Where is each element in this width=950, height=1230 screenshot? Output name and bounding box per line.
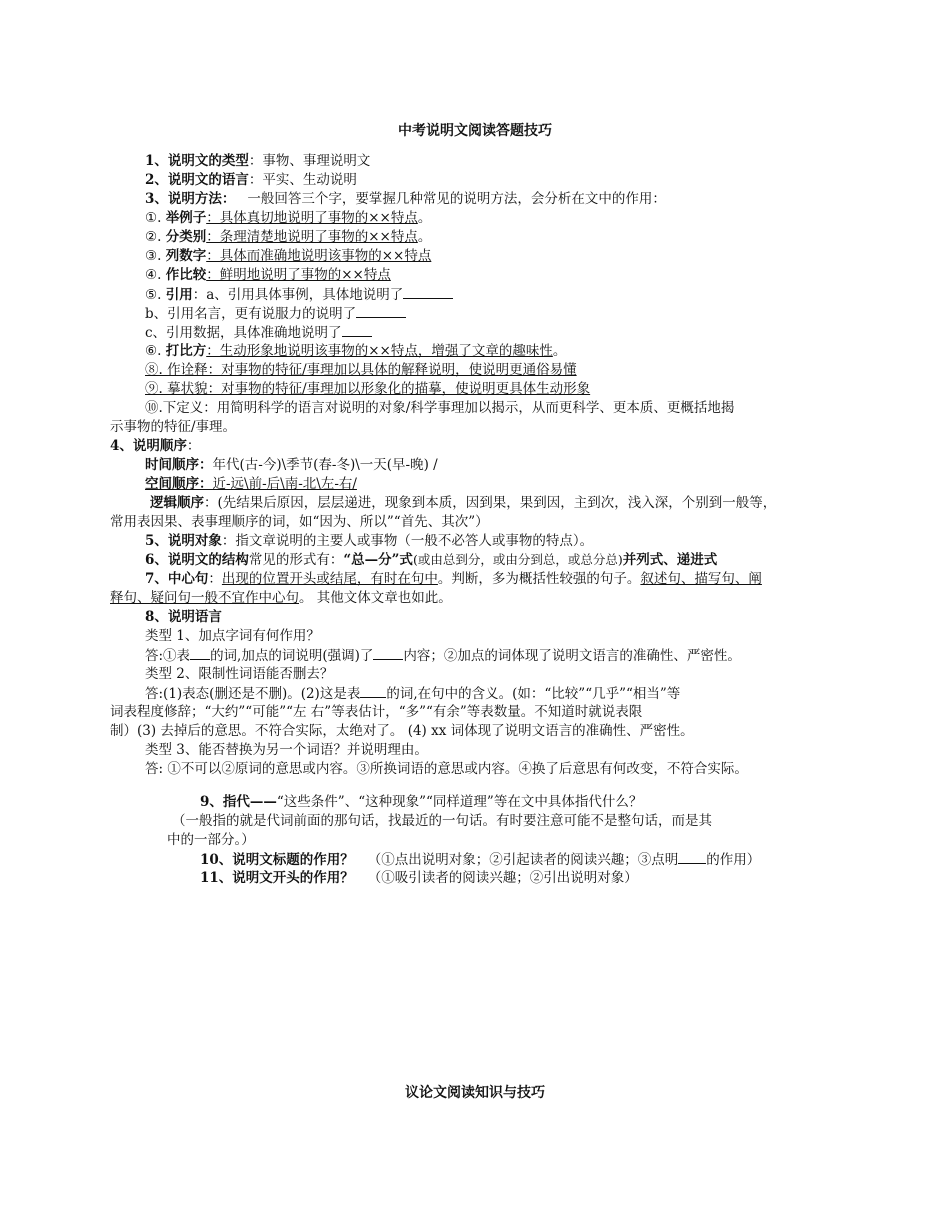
label: 3、说明方法： bbox=[145, 191, 236, 207]
method-describe: ⑨. 摹状貌：对事物的特征/事理加以形象化的描摹，使说明更具体生动形象 bbox=[145, 381, 591, 397]
text: （①点出说明对象；②引起读者的阅读兴趣；③点明 bbox=[367, 852, 679, 868]
item-language bbox=[145, 171, 357, 189]
label: 4、说明顺序 bbox=[110, 438, 187, 454]
label: 11、说明文开头的作用？ bbox=[200, 870, 354, 886]
method-explain: ⑧. 作诠释：对事物的特征/事理加以具体的解释说明，使说明更通俗易懂 bbox=[145, 362, 577, 378]
label: 10、说明文标题的作用？ bbox=[200, 852, 354, 868]
text: ：生动形象地说明该事物的××特点，增强了文章的趣味性 bbox=[206, 343, 553, 359]
item-methods bbox=[145, 190, 666, 208]
num: ④. bbox=[145, 267, 162, 283]
blank bbox=[403, 285, 453, 299]
text: 。判断，多为概括性较强的句子。 bbox=[437, 571, 641, 587]
item-type bbox=[145, 152, 370, 170]
text: 出现的位置开头或结尾，有时在句中 bbox=[221, 571, 438, 587]
label: 作比较 bbox=[165, 267, 207, 283]
item-center bbox=[145, 570, 762, 588]
num: ⑥. bbox=[145, 343, 162, 359]
text: 的词,在句中的含义。(如：“比较”“几乎”“相当”等 bbox=[386, 686, 681, 702]
text: ：条理清楚地说明了事物的××特点 bbox=[206, 229, 418, 245]
blank bbox=[356, 304, 406, 318]
text: “这些条件”、“这种现象”“同样道理”等在文中具体指代什么？ bbox=[276, 794, 643, 810]
item-reference-line3: 中的一部分。） bbox=[167, 832, 255, 848]
text: ：(先结果后原因，层层递进，现象到本质，因到果，果到因，主到次，浅入深，个别到一般等， bbox=[204, 495, 777, 511]
order-logic-line2: 常用表因果、表事理顺序的词，如“因为、所以”“首先、其次”） bbox=[110, 514, 489, 530]
blank bbox=[342, 323, 372, 337]
label: 1、说明文的类型 bbox=[145, 153, 249, 169]
num: ③. bbox=[145, 248, 162, 264]
item-opening-function bbox=[200, 869, 638, 887]
item-reference-line2: （一般指的就是代词前面的那句话，找最近的一句话。有时要注意可能不是整句话，而是其 bbox=[172, 813, 712, 829]
method-define-line1: ⑩.下定义：用简明科学的语言对说明的对象/科学事理加以揭示，从而更科学、更本质、更概括地揭 bbox=[145, 400, 735, 416]
answer-1 bbox=[145, 646, 741, 665]
text: 内容；②加点的词体现了说明文语言的准确性、严密性。 bbox=[403, 648, 741, 664]
method-compare bbox=[145, 266, 391, 284]
question-1: 类型 1、加点字词有何作用？ bbox=[145, 628, 320, 644]
num: ②. bbox=[145, 229, 162, 245]
blank bbox=[678, 850, 706, 864]
text: b、引用名言，更有说服力的说明了 bbox=[145, 306, 357, 322]
text: （①吸引读者的阅读兴趣；②引出说明对象） bbox=[367, 870, 638, 886]
bold: 并列式、递进式 bbox=[622, 552, 718, 568]
text: 答:①表 bbox=[145, 648, 191, 664]
answer-2-line2: 词表程度修辞；“大约”“可能”“左 右”等表估计，“多”“有余”等表数量。不知道时就说表限 bbox=[110, 704, 643, 720]
item-title-function bbox=[200, 850, 760, 869]
question-2: 类型 2、限制性词语能否删去？ bbox=[145, 666, 334, 682]
blank bbox=[190, 646, 210, 660]
method-quote bbox=[145, 285, 453, 304]
label: 7、中心句 bbox=[145, 571, 209, 587]
method-quote-b bbox=[145, 304, 406, 323]
label: 逻辑顺序 bbox=[150, 495, 204, 511]
text: 的作用） bbox=[706, 852, 761, 868]
label: 举例子 bbox=[165, 210, 207, 226]
answer-3: 答: ①不可以②原词的意思或内容。③所换词语的意思或内容。④换了后意思有何改变，不符合实际。 bbox=[145, 761, 748, 777]
label: 6、说明文的结构 bbox=[145, 552, 249, 568]
method-metaphor: ⑥. 打比方：生动形象地说明该事物的××特点，增强了文章的趣味性。 bbox=[145, 343, 567, 359]
text: c、引用数据，具体准确地说明了 bbox=[145, 325, 342, 341]
num: ①. bbox=[145, 210, 162, 226]
page-title: 中考说明文阅读答题技巧 bbox=[398, 123, 552, 139]
label: 引用 bbox=[165, 287, 193, 303]
answer-2 bbox=[145, 684, 680, 703]
method-classify: ②. 分类别：条理清楚地说明了事物的××特点。 bbox=[145, 229, 432, 245]
label: 列数字 bbox=[165, 248, 207, 264]
text: 一般回答三个字，要掌握几种常见的说明方法，会分析在文中的作用： bbox=[247, 191, 666, 207]
answer-2-line3: 制）(3) 去掉后的意思。不符合实际，太绝对了。 (4) xx 词体现了说明文语言的准确性、严密性。 bbox=[110, 723, 694, 739]
text: ：鲜明地说明了事物的××特点 bbox=[206, 267, 391, 283]
label: 空间顺序： bbox=[145, 476, 213, 492]
label: 打比方 bbox=[165, 343, 207, 359]
text: 常见的形式有： bbox=[248, 552, 344, 568]
section-title-2: 议论文阅读知识与技巧 bbox=[405, 1085, 545, 1101]
item-object bbox=[145, 532, 593, 550]
item-center-line2 bbox=[110, 589, 452, 607]
label: 时间顺序： bbox=[145, 457, 213, 473]
label: 9、指代—— bbox=[200, 794, 277, 810]
item-order bbox=[110, 437, 200, 455]
colon: ： bbox=[186, 438, 201, 454]
text: ：指文章说明的主要人或事物（一般不必答人或事物的特点）。 bbox=[221, 533, 594, 549]
bold: “总—分”式 bbox=[343, 552, 413, 568]
method-define-line2: 示事物的特征/事理。 bbox=[110, 419, 237, 435]
text: ：a、引用具体事例，具体地说明了 bbox=[192, 287, 404, 303]
item-reference bbox=[200, 793, 642, 811]
text: ：平实、生动说明 bbox=[248, 172, 357, 188]
colon: ： bbox=[208, 571, 222, 587]
blank bbox=[373, 646, 403, 660]
order-space bbox=[145, 475, 357, 493]
order-logic bbox=[150, 494, 776, 512]
method-example: ①. 举例子：具体真切地说明了事物的××特点。 bbox=[145, 210, 432, 226]
text: 答:(1)表态(删还是不删)。(2)这是表 bbox=[145, 686, 361, 702]
item-language2 bbox=[145, 608, 222, 626]
text: 释句、疑问句一般不宜作中心句 bbox=[110, 590, 299, 606]
text: ：具体而准确地说明该事物的××特点 bbox=[206, 248, 432, 264]
num: ⑤. bbox=[145, 287, 162, 303]
label: 5、说明对象 bbox=[145, 533, 222, 549]
text: ：事物、事理说明文 bbox=[248, 153, 371, 169]
method-quote-c bbox=[145, 323, 372, 342]
text: 年代(古-今)\季节(春-冬)\一天(早-晚) / bbox=[212, 457, 438, 473]
blank bbox=[360, 684, 386, 698]
text: ：具体真切地说明了事物的××特点 bbox=[206, 210, 418, 226]
label: 分类别 bbox=[165, 229, 207, 245]
method-numbers bbox=[145, 247, 431, 265]
text: 。 其他文体文章也如此。 bbox=[299, 590, 452, 606]
text: 的词,加点的词说明(强调)了 bbox=[210, 648, 374, 664]
text: 近-远\前-后\南-北\左-右/ bbox=[212, 476, 357, 492]
question-3: 类型 3、能否替换为另一个词语？并说明理由。 bbox=[145, 742, 428, 758]
label: 2、说明文的语言 bbox=[145, 172, 249, 188]
label: 8、说明语言 bbox=[145, 609, 222, 625]
text: (或由总到分，或由分到总，或总分总) bbox=[412, 552, 623, 567]
text: 叙述句、描写句、阐 bbox=[640, 571, 762, 587]
order-time bbox=[145, 456, 438, 474]
item-structure bbox=[145, 551, 717, 569]
